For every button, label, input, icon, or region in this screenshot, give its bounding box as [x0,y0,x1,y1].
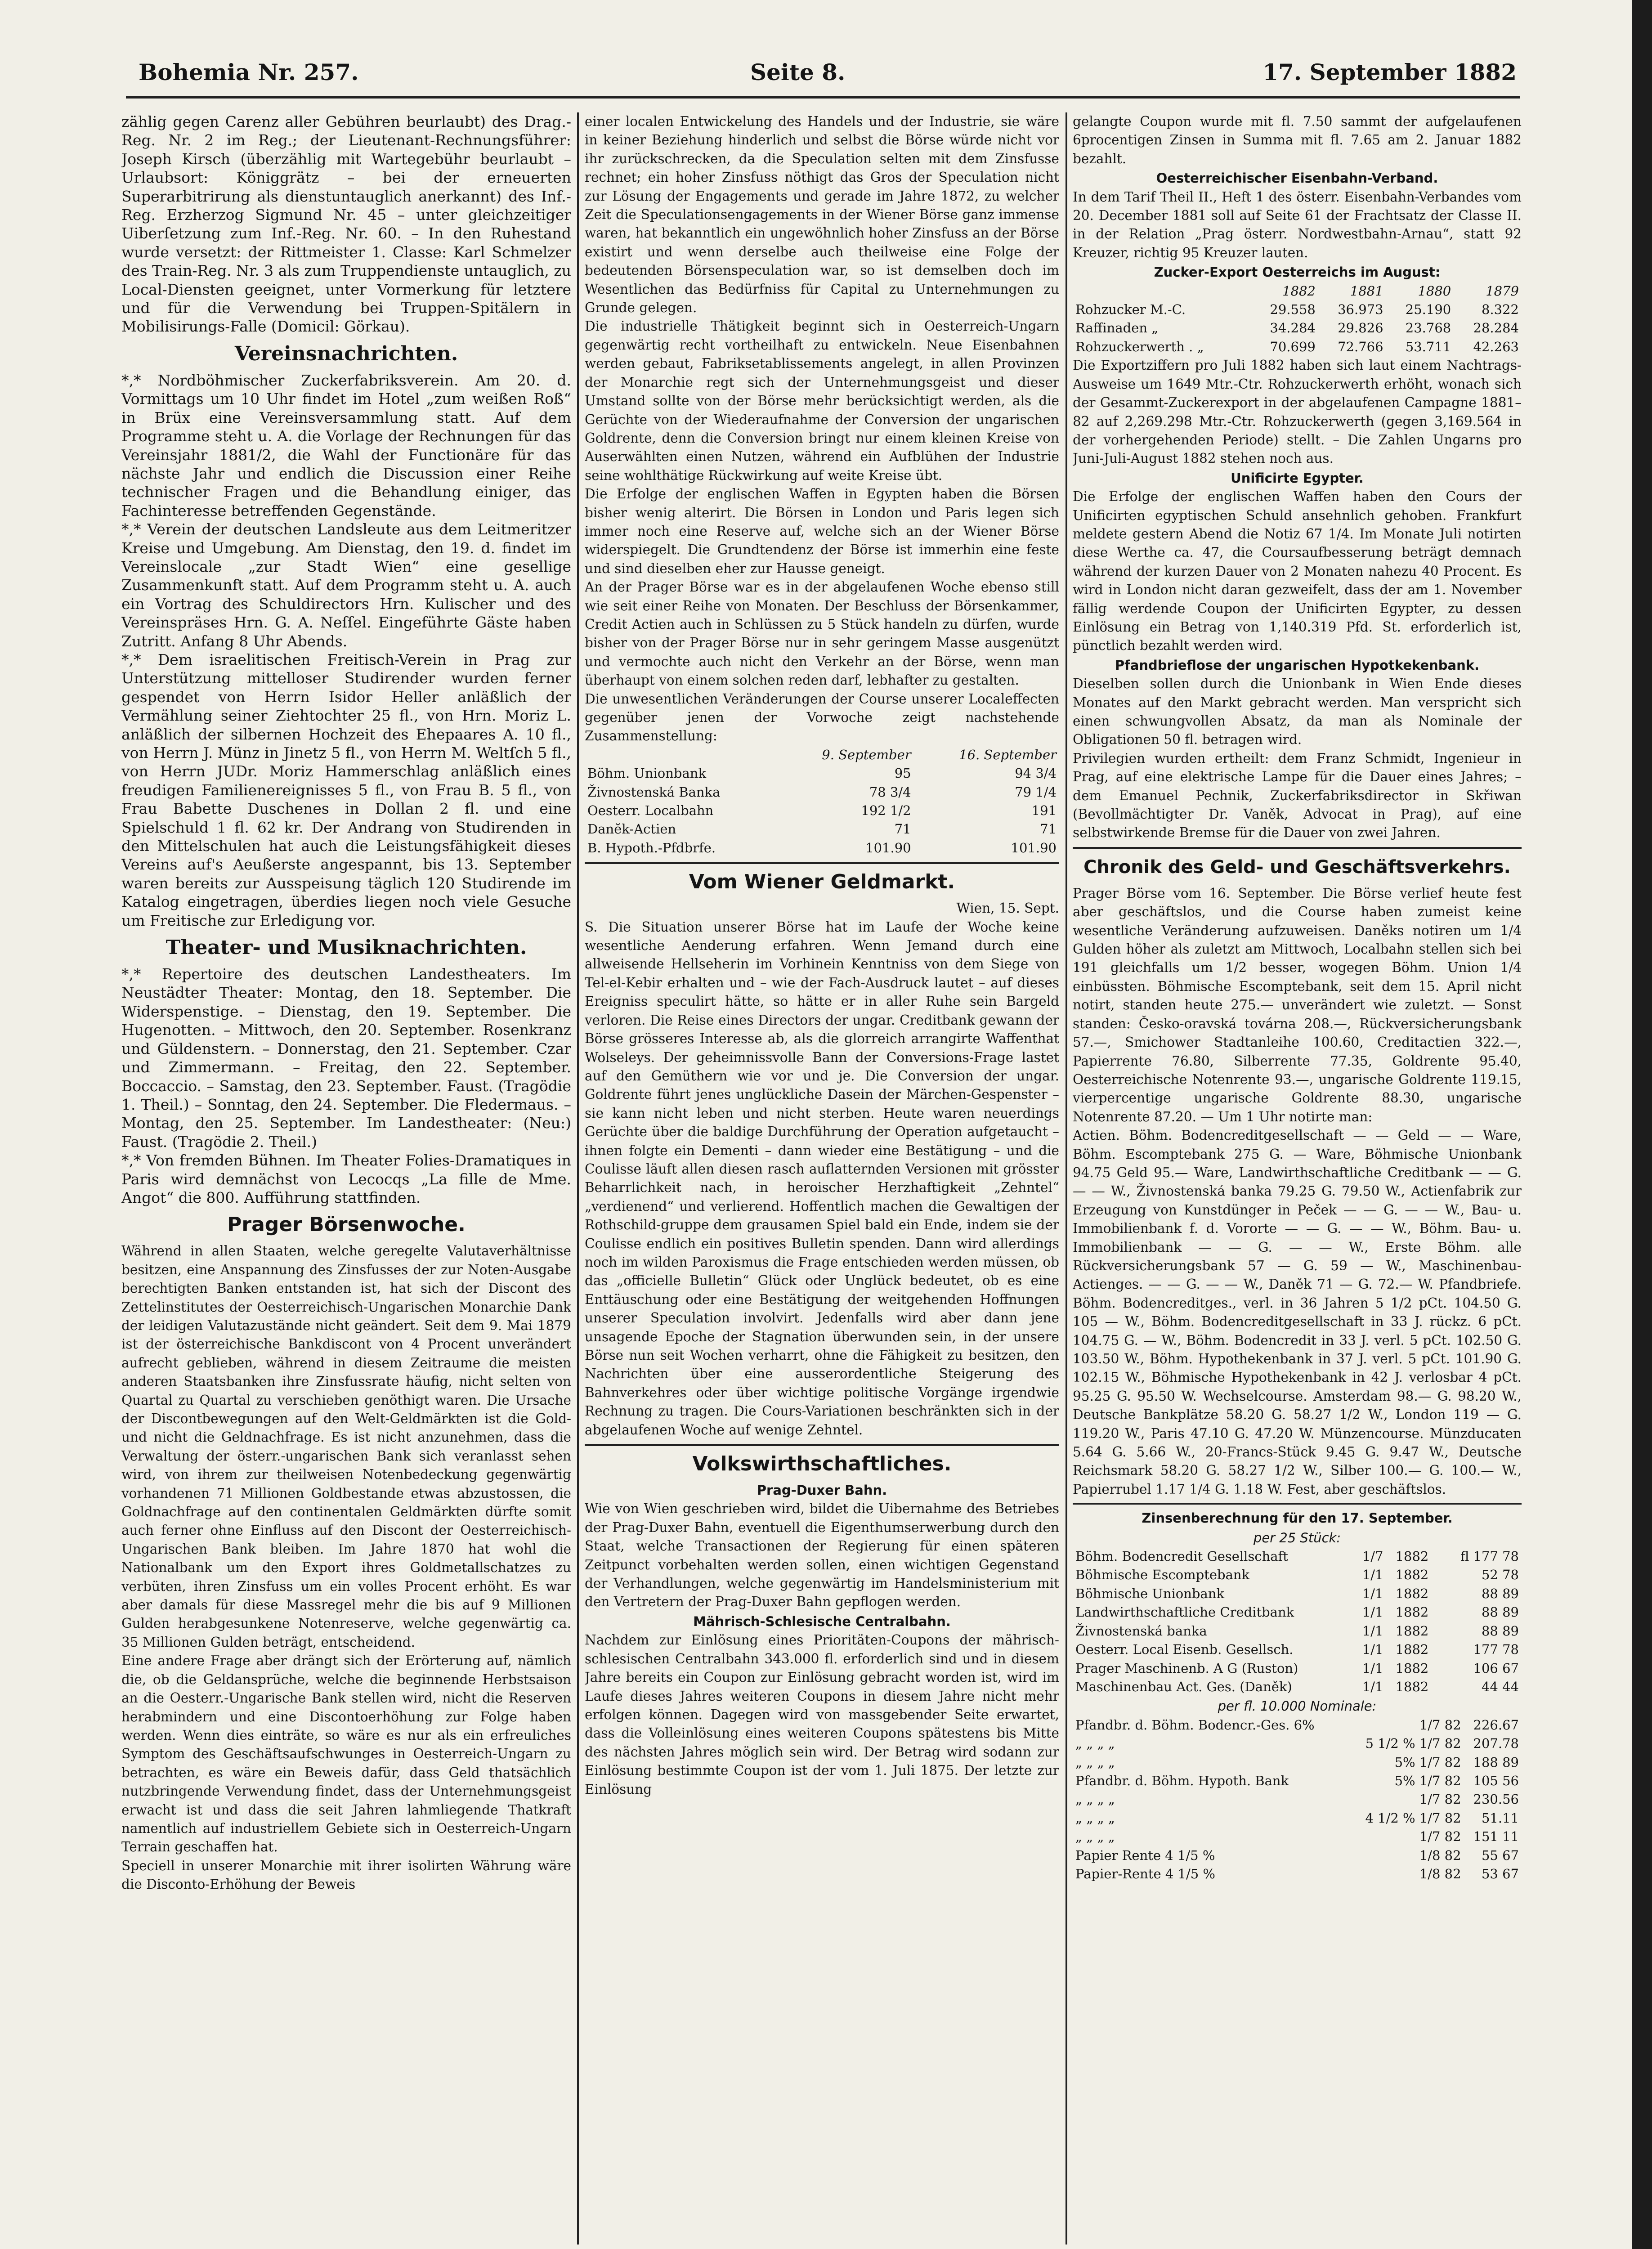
article-eisenbahn-verband: In dem Tarif Theil II., Heft 1 des österr. Eisenbahn-Verbandes vom 20. December 1881 soll auf Seite 61 der Frachtsatz der Classe II. in der Relation „Prag österr. Nordwestbahn-Arnau“, statt 92 Kreuzer, richtig 95 Kreuzer lauten. [1073,189,1522,260]
article-leitmeritzer-verein: *,* Verein der deutschen Landsleute aus dem Leitmeritzer Kreise und Umgebung. Am Dienstag, den 19. d. findet im Vereinslocale „zur Stadt Wien“ eine gesellige Zusammenkunft statt. Auf dem Programm steht u. A. auch ein Vortrag des Schuldirectors Hrn. Kulischer und des Vereinspräses Hrn. G. A. Neſſel. Eingeführte Gäste haben Zutritt. Anfang 8 Uhr Abends. [121,520,571,650]
section-rule [585,1444,1059,1446]
boerse-paragraph-5: Die industrielle Thätigkeit beginnt sich in Oesterreich-Ungarn gegenwärtig recht vortheilhaft zu entwickeln. Neue Eisenbahnen werden gebaut, Fabriksetablissements angelegt, in allen Provinzen der Monarchie regt sich der Unternehmungsgeist und dieser Umstand sollte von der Börse mehr berücksichtigt werden, als die Gerüchte von der Wiederaufnahme der Conversion der ungarischen Goldrente, denn die Conversion bringt nur einem kleinen Kreise von Auserwählten einen Nutzen, während ein Aufblühen der Industrie seine wohlthätige Rückwirkung auf weite Kreise übt. [585,318,1059,483]
table-row: „ „ „ „ 4 1/2 % 1/7 82 51.11 [1075,1810,1519,1826]
column-2 [585,112,1059,2249]
section-title-theater: Theater- und Musiknachrichten. [166,936,527,959]
column-rule-1 [577,112,579,2245]
zucker-year: 1879 [1486,283,1519,299]
boerse-paragraph-2: Eine andere Frage aber drängt sich der Erörterung auf, nämlich die, ob die Geldansprüche, welche die beginnende Herbstsaison an die Oesterr.-Ungarische Bank stellen wird, nicht die Reserven herabmindern und eine Discontoerhöhung zur Folge haben werden. Wenn dies einträte, so wäre es nur als ein erfreuliches Symptom des Geschäftsaufschwunges in Oesterreich-Ungarn zu betrachten, es wäre ein Beweis dafür, dass Geld thatsächlich nutzbringende Verwendung findet, dass der Unternehmungsgeist erwacht ist und dass die seit Jahren lahmliegende Thatkraft namentlich auf industriellem Gebiete sich in Oesterreich-Ungarn Terrain geschaffen hat. [121,1653,571,1855]
table-row: „ „ „ „ 1/7 82 230.56 [1075,1792,1519,1807]
column-3 [1073,112,1522,2249]
table-row: Živnostenská Banka 78 3/4 79 1/4 [587,784,1057,800]
zucker-year: 1880 [1418,283,1451,299]
article-prager-boerse: Prager Börse vom 16. September. Die Börse verlief heute fest aber geschäftslos, und die Course haben zumeist keine wesentliche Veränderung aufzuweisen. Daněks notiren um 1/4 Gulden höher als zuletzt am Mittwoch, Localbahn stellen sich bei 191 gleichfalls um 1/2 besser, wogegen Böhm. Union 1/4 einbüssten. Böhmische Escomptebank, seit dem 15. April nicht notirt, standen heute 275.— unverändert wie zuletzt. — Sonst standen: Česko-oravská továrna 208.—, Rückversicherungsbank 57.—, Smichower Stadtanleihe 100.60, Creditactien 322.—, Papierrente 76.80, Silberrente 77.35, Goldrente 95.40, Oesterreichische Notenrente 93.—, ungarische Goldrente 119.15, vierpercentige ungarische Goldrente 88.30, ungarische Notenrente 87.20. — Um 1 Uhr notirte man: [1073,885,1522,1124]
dateline: Wien, 15. Sept. [956,900,1059,916]
boerse-paragraph-1: Während in allen Staaten, welche geregelte Valutaverhältnisse besitzen, eine Anspannung des Zinsfusses der zur Noten-Ausgabe berechtigten Banken entstanden ist, hat sich der Discont des Zettelinstitutes der Oesterreichisch-Ungarischen Monarchie Dank der leidigen Valutazustände nicht geändert. Seit dem 9. Mai 1879 ist der österreichische Bankdiscont von 4 Procent unverändert aufrecht geblieben, während in diesem Zeitraume die meisten anderen Staatsbanken ihre Zinsfussrate häufig, nicht selten von Quartal zu Quartal zu verschieben genöthigt waren. Die Ursache der Discontbewegungen auf den Welt-Geldmärkten ist die Gold- und nicht die Geldnachfrage. Es ist nicht anzunehmen, dass die Verwaltung der österr.-ungarischen Bank sich veranlasst sehen wird, von ihrem zur theilweisen Notenbedeckung gegenwärtig vorhandenen 71 Millionen Goldbestande etwas abzustossen, die Goldnachfrage auf den continentalen Geldmärkten dürfte somit auch ferner ohne Einfluss auf den Discont der Oesterreichisch-Ungarischen Bank bleiben. Im Jahre 1870 hat wohl die Nationalbank um den Export ihres Goldmetallschatzes zu verbüten, ihren Zinsfuss um ein volles Procent erhöht. Es war aber damals für diese Massregel mehr die bis auf 9 Millionen Gulden herabgesunkene Notenreserve, welche gegenwärtig ca. 35 Millionen Gulden beträgt, entscheidend. [121,1243,571,1650]
table-row: Prager Maschinenb. A G (Ruston) 1/1 1882 106 67 [1075,1660,1519,1676]
table-row: Rohzuckerwerth . „ 70.699 72.766 53.711 42.263 [1075,339,1519,354]
subheading-centralbahn: Mährisch-Schlesische Centralbahn. [693,1613,951,1629]
course-table-header: 16. September [959,747,1057,762]
per-25-stueck: per 25 Stück: [1253,1530,1341,1546]
article-centralbahn: Nachdem zur Einlösung eines Prioritäten-Coupons der mährisch-schlesischen Centralbahn 343.000 fl. erforderlich sind und in diesem Jahre bereits ein Coupon zur Einlösung gebracht worden ist, wird im Laufe dieses Jahres weiteren Coupons in diesem Jahre nicht mehr erfolgen können. Dagegen wird von massgebender Seite erwartet, dass die Volleinlösung eines weiteren Coupons spätestens bis Mitte des nächsten Jahres möglich sein wird. Der Betrag wird sodann zur Einlösung bestimmte Coupon ist der vom 1. Juli 1875. Der letzte zur Einlösung [585,1632,1059,1797]
table-row: Pfandbr. d. Böhm. Hypoth. Bank 5% 1/7 82 105 56 [1075,1773,1519,1788]
table-row: Papier Rente 4 1/5 % 1/8 82 55 67 [1075,1847,1519,1863]
table-row: Živnostenská banka 1/1 1882 88 89 [1075,1623,1519,1639]
section-rule [585,862,1059,864]
article-fremde-buehnen: *,* Von fremden Bühnen. Im Theater Folies-Dramatiques in Paris wird demnächst von Lecocqs „La fille de Mme. Angot“ die 800. Aufführung stattfinden. [121,1151,571,1206]
article-repertoire: *,* Repertoire des deutschen Landestheaters. Im Neustädter Theater: Montag, den 18. September. Die Widerspenstige. – Dienstag, den 19. September. Die Hugenotten. – Mittwoch, den 20. September. Rosenkranz und Güldenstern. – Donnerstag, den 21. September. Czar und Zimmermann. – Freitag, den 22. September. Boccaccio. – Samstag, den 23. September. Faust. (Tragödie 1. Theil.) – Sonntag, den 24. September. Die Fledermaus. – Montag, den 25. September. Im Landestheater: (Neu:) Faust. (Tragödie 2. Theil.) [121,965,571,1151]
page-header [139,53,1517,92]
subheading-prag-duxer: Prag-Duxer Bahn. [757,1483,887,1498]
boerse-paragraph-8: Die unwesentlichen Veränderungen der Course unserer Localeffecten gegenüber jenen der Vorwoche zeigt nachstehende Zusammenstellung: [585,691,1059,744]
boerse-paragraph-7: An der Prager Börse war es in der abgelaufenen Woche ebenso still wie seit einer Reihe von Monaten. Der Beschluss der Börsenkammer, Credit Actien auch in Schlüssen zu 5 Stück handeln zu dürfen, wurde bisher von der Prager Börse nur in sehr geringem Masse ausgenützt und vermochte auch nicht den Verkehr an der Börse, wenn man überhaupt von einem solchen reden darf, lebhafter zu gestalten. [585,579,1059,688]
subheading-zinsenberechnung: Zinsenberechnung für den 17. September. [1142,1510,1453,1526]
zucker-year: 1881 [1350,283,1383,299]
per-10000-nominale: per fl. 10.000 Nominale: [1218,1698,1377,1714]
pfandbrief-zinsen-table [1073,1716,1522,1884]
header-date: 17. September 1882 [1263,59,1517,85]
table-row: Raffinaden „ 34.284 29.826 23.768 28.284 [1075,320,1519,336]
boerse-paragraph-6: Die Erfolge der englischen Waffen in Egypten haben die Börsen bisher wenig alterirt. Die Börsen in London und Paris legen sich immer noch eine Reserve auf, welche sich an der Wiener Börse widerspiegelt. Die Grundtendenz der Börse ist immerhin eine feste und sind dieselben eher zur Hausse geneigt. [585,486,1059,576]
article-pfandbrieflose: Dieselben sollen durch die Unionbank in Wien Ende dieses Monates auf den Markt gebracht werden. Man verspricht sich einen schwungvollen Absatz, da man als Nominale der Obligationen 50 fl. betragen wird. [1073,676,1522,748]
article-zuckerfabriksverein: *,* Nordböhmischer Zuckerfabriksverein. Am 20. d. Vormittags um 10 Uhr findet im Hotel „zum weißen Roß“ in Brüx eine Vereinsversammlung statt. Auf dem Programme steht u. A. die Vorlage der Rechnungen für das Vereinsjahr 1881/2, die Wahl der Functionäre für das nächste Jahr und endlich die Discussion einer Reihe technischer Fragen und die Behandlung einiger, das Fachinteresse betreffenden Gegenstände. [121,371,571,520]
table-row: Papier-Rente 4 1/5 % 1/8 82 53 67 [1075,1866,1519,1882]
zinsen-table [1073,1547,1522,1696]
table-row: Oesterr. Localbahn 192 1/2 191 [587,803,1057,819]
table-row: Landwirthschaftliche Creditbank 1/1 1882 88 89 [1075,1604,1519,1620]
table-row: Rohzucker M.-C. 29.558 36.973 25.190 8.322 [1075,302,1519,318]
subheading-egypter: Unificirte Egypter. [1231,470,1364,486]
header-paper-issue: Bohemia Nr. 257. [139,59,359,85]
section-rule [1073,1503,1522,1505]
military-notice: zählig gegen Carenz aller Gebühren beurlaubt) des Drag.-Reg. Nr. 2 im Reg.; der Lieutenant-Rechnungsführer: Joseph Kirsch (überzählig mit Wartegebühr beurlaubt – Urlaubsort: Königgrätz – bei der erneuerten Superarbitrirung als dienstuntauglich anerkannt) des Inf.-Reg. Erzherzog Sigmund Nr. 45 – unter gleichzeitiger Uiberſetzung zum Inf.-Reg. Nr. 60. – In den Ruhestand wurde versetzt: der Rittmeister 1. Classe: Karl Schmelzer des Train-Reg. Nr. 3 als zum Truppendienste untauglich, zu Local-Diensten geeignet, unter Vormerkung für letztere und für die Verwendung bei Truppen-Spitälern in Mobilisirungs-Falle (Domicil: Görkau). [121,113,571,336]
section-title-boersenwoche: Prager Börsenwoche. [227,1213,466,1237]
table-row: Böhm. Bodencredit Gesellschaft 1/7 1882 fl 177 78 [1075,1549,1519,1564]
scan-border [1632,0,1652,2249]
column-1 [121,112,571,2249]
table-row: Böhmische Escomptebank 1/1 1882 52 78 [1075,1567,1519,1583]
section-rule [1073,847,1522,849]
header-page-number: Seite 8. [750,59,846,85]
table-row: Oesterr. Local Eisenb. Gesellsch. 1/1 1882 177 78 [1075,1642,1519,1658]
table-row: Pfandbr. d. Böhm. Bodencr.-Ges. 6% 1/7 82 226.67 [1075,1717,1519,1733]
column-rule-2 [1066,112,1067,2245]
table-row: Maschinenbau Act. Ges. (Daněk) 1/1 1882 44 44 [1075,1679,1519,1694]
course-table [585,746,1059,857]
table-row: B. Hypoth.-Pfdbrfe. 101.90 101.90 [587,840,1057,856]
table-row: „ „ „ „ 5 1/2 % 1/7 82 207.78 [1075,1736,1519,1752]
table-row: Böhmische Unionbank 1/1 1882 88 89 [1075,1586,1519,1601]
header-rule [126,96,1520,99]
course-table-header: 9. September [822,747,911,762]
table-row: „ „ „ „ 1/7 82 151 11 [1075,1829,1519,1845]
article-coupon-continued: gelangte Coupon wurde mit fl. 7.50 sammt der aufgelaufenen 6procentigen Zinsen in Summa mit fl. 7.65 am 2. Januar 1882 bezahlt. [1073,114,1522,166]
boerse-paragraph-3: Speciell in unserer Monarchie mit ihrer isolirten Währung wäre die Disconto-Erhöhung der Beweis [121,1858,571,1892]
table-row: Böhm. Unionbank 95 94 3/4 [587,766,1057,781]
table-row: „ „ „ „ 5% 1/7 82 188 89 [1075,1754,1519,1770]
article-privilegien: Privilegien wurden ertheilt: dem Franz Schmidt, Ingenieur in Prag, auf eine elektrische Lampe für die Dauer eines Jahres; – dem Emanuel Pechnik, Zuckerfabriksdirector in Skřiwan (Bevollmächtigter Dr. Vaněk, Advocat in Prag), auf eine selbstwirkende Bremse für die Dauer von zwei Jahren. [1073,750,1522,841]
section-title-vereinsnachrichten: Vereinsnachrichten. [234,342,458,365]
wiener-geldmarkt-article: S. Die Situation unserer Börse hat im Laufe der Woche keine wesentliche Aenderung erfahren. Wenn Jemand durch eine allweisende Hellseherin im Vorhinein Kenntniss von dem Siege von Tel-el-Kebir erhalten und – wie der Fach-Ausdruck lautet – auf dieses Ereigniss speculirt hätte, so hätte er in aller Ruhe sein Bargeld verloren. Die Reise eines Directors der ungar. Creditbank gewann der Börse grösseres Interesse ab, als die glorreich arrangirte Waffenthat Wolseleys. Der geheimnissvolle Bann der Conversions-Frage lastet auf den Gemüthern wie vor und je. Die Conversion der ungar. Goldrente führt jenes unglückliche Dasein der Märchen-Gespenster – sie kann nicht leben und nicht sterben. Heute waren neuerdings Gerüchte über die baldige Durchführung der Operation aufgetaucht – ihnen folgte ein Dementi – dann wieder eine Bestätigung – und die Coulisse läuft allen diesen rasch auflatternden Versionen mit grösster Beharrlichkeit nach, in heroischer Herzhaftigkeit „Zehntel“ „verdienend“ und verlierend. Hoffentlich machen die Gewaltigen der Rothschild-gruppe dem grausamen Spiel bald ein Ende, indem sie der Coulisse endlich ein positives Bulletin spenden. Dann wird allerdings noch im wilden Paroxismus die Frage entschieden werden müssen, ob das „officielle Bulletin“ Glück oder Unglück bedeutet, ob es eine Enttäuschung oder eine Bestätigung der weitgehenden Hoffnungen unserer Speculation involvirt. Jedenfalls wird aber dann jene unsagende Epoche der Stagnation überwunden sein, in der unsere Börse nun seit Wochen verharrt, ohne die Fähigkeit zu besitzen, den Nachrichten über eine ausserordentliche Steigerung des Bahnverkehres oder über wichtige politische Vorgänge irgendwie Rechnung zu tragen. Die Cours-Variationen beschränkten sich in der abgelaufenen Woche auf wenige Zehntel. [585,919,1059,1438]
article-egypter: Die Erfolge der englischen Waffen haben den Cours der Unificirten egyptischen Schuld ansehnlich gehoben. Frankfurt meldete gestern Abend die Notiz 67 1/4. Im Monate Juli notirten diese Werthe ca. 47, die Coursaufbesserung beträgt demnach während der kurzen Dauer von 2 Monaten nahezu 40 Procent. Es wird in London nicht daran gezweifelt, dass der am 1. November fällig werdende Coupon der Unificirten Egypter, zu dessen Einlösung ein Betrag von 1,140.319 Pfd. St. erforderlich ist, pünctlich bezahlt werden wird. [1073,489,1522,654]
article-freitisch-verein: *,* Dem israelitischen Freitisch-Verein in Prag zur Unterstützung mittelloser Studirender wurden ferner gespendet von Herrn Isidor Heller anläßlich der Vermählung seiner Ziehtochter 25 fl., von Hrn. Moriz L. anläßlich der silbernen Hochzeit des Ehepaares A. 10 fl., von Herrn J. Münz in Jinetz 5 fl., von Herrn M. Weltſch 5 fl., von Herrn JUDr. Moriz Hammerschlag anläßlich eines freudigen Familienereignisses 5 fl., von Frau B. 5 fl., von Frau Babette Duschenes in Dollan 2 fl. und eine Spielschuld 1 fl. 62 kr. Der Andrang von Studirenden in den Mittelschulen hat auch die Leistungsfähigkeit dieses Vereins auf's Aeußerste angespannt, bis 13. September waren bereits zur Ausspeisung täglich 120 Studirende im Katalog eingetragen, überdies liegen noch viele Gesuche um Freitische zur Erledigung vor. [121,650,571,929]
section-title-wiener-geldmarkt: Vom Wiener Geldmarkt. [689,870,955,894]
article-zucker-export: Die Exportziffern pro Juli 1882 haben sich laut einem Nachtrags-Ausweise um 1649 Mtr.-Ctr. Rohzuckerwerth erhöht, wonach sich der Gesammt-Zuckerexport in der abgelaufenen Campagne 1881–82 auf 2,269.298 Mtr.-Ctr. Rohzuckerwerth (gegen 3,169.564 in der vorhergehenden Periode) stellt. – Die Zahlen Ungarns pro Juni-Juli-August 1882 stehen noch aus. [1073,358,1522,466]
article-kursnotierungen: Actien. Böhm. Bodencreditgesellschaft — — Geld — — Ware, Böhm. Escomptebank 275 G. — Ware, Böhmische Unionbank 94.75 Geld 95.— Ware, Landwirthschaftliche Creditbank — — G. — — W., Živnostenská banka 79.25 G. 79.50 W., Actienfabrik zur Erzeugung von Kunstdünger in Peček — — G. — — W., Bau- u. Immobilienbank f. d. Vororte — — G. — — W., Böhm. Bau- u. Immobilienbank — — G. — — W., Erste Böhm. alle Rückversicherungsbank 57 — G. 59 — W., Maschinenbau-Actienges. — — G. — — W., Daněk 71 — G. 72.— W. Pfandbriefe. Böhm. Bodencreditges., verl. in 36 Jahren 5 1/2 pCt. 104.50 G. 105 — W., Böhm. Bodencreditgesellschaft in 33 J. rückz. 6 pCt. 104.75 G. — W., Böhm. Bodencredit in 33 J. verl. 5 pCt. 102.50 G. 103.50 W., Böhm. Hypothekenbank in 37 J. verl. 5 pCt. 101.90 G. 102.15 W., Böhmische Hypothekenbank in 42 J. verlosbar 4 pCt. 95.25 G. 95.50 W. Wechselcourse. Amsterdam 98.— G. 98.20 W., Deutsche Bankplätze 58.20 G. 58.27 1/2 W., London 119 — G. 119.20 W., Paris 47.10 G. 47.20 W. Münzencourse. Münzducaten 5.64 G. 5.66 W., 20-Francs-Stück 9.45 G. 9.47 W., Deutsche Reichsmark 58.20 G. 58.27 1/2 W., Silber 100.— G. 100.— W., Papierrubel 1.17 1/4 G. 1.18 W. Fest, aber geschäftslos. [1073,1128,1522,1497]
subheading-pfandbrieflose: Pfandbrieflose der ungarischen Hypotkekenbank. [1115,657,1480,673]
section-title-volkswirthschaftliches: Volkswirthschaftliches. [692,1452,952,1476]
subheading-zucker-export: Zucker-Export Oesterreichs im August: [1154,264,1441,280]
zucker-export-table [1073,282,1522,357]
zucker-year: 1882 [1282,283,1316,299]
subheading-eisenbahn-verband: Oesterreichischer Eisenbahn-Verband. [1156,170,1438,186]
boerse-paragraph-4: einer localen Entwickelung des Handels und der Industrie, sie wäre in keiner Beziehung hinderlich und selbst die Börse würde nicht vor ihr zurückschrecken, da die Speculation selten mit dem Zinsfusse rechnet; ein hoher Zinsfuss nöthigt das Gros der Speculation nicht zur Lösung der Engagements und gerade im Jahre 1872, zu welcher Zeit die Speculationsengagements in der Wiener Börse ganz immense waren, hat bekanntlich ein ungewöhnlich hoher Zinsfuss an der Börse existirt und wenn derselbe auch theilweise eine Folge der bedeutenden Börsenspeculation war, so ist demselben doch im Wesentlichen das Bedürfniss für Capital zu Unternehmungen zu Grunde gelegen. [585,114,1059,316]
table-row: Danĕk-Actien 71 71 [587,821,1057,837]
article-prag-duxer: Wie von Wien geschrieben wird, bildet die Uibernahme des Betriebes der Prag-Duxer Bahn, eventuell die Eigenthumserwerbung durch den Staat, welche Transactionen der Regierung für einen späteren Zeitpunct vorbehalten werden sollen, einen wichtigen Gegenstand der Verhandlungen, welche gegenwärtig im Handelsministerium mit den Vertretern der Prag-Duxer Bahn gepflogen werden. [585,1501,1059,1610]
section-title-chronik: Chronik des Geld- und Geschäftsverkehrs. [1083,856,1511,878]
